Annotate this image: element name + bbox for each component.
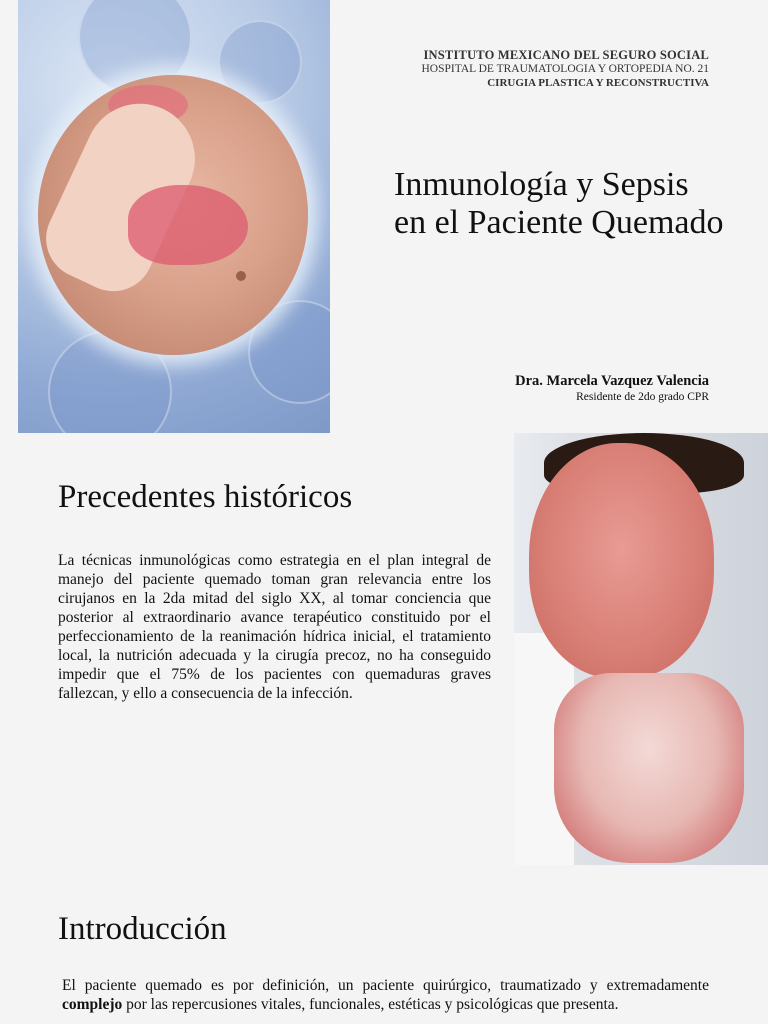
historical-section-title: Precedentes históricos bbox=[58, 479, 353, 515]
institution-name: INSTITUTO MEXICANO DEL SEGURO SOCIAL bbox=[423, 48, 709, 62]
patient-photo bbox=[514, 433, 768, 865]
author-name: Dra. Marcela Vazquez Valencia bbox=[515, 373, 709, 389]
document-title: Inmunología y Sepsis en el Paciente Quemado bbox=[394, 166, 724, 241]
historical-section-text: La técnicas inmunológicas como estrategia en el plan integral de manejo del paciente quemado toman gran relevancia entre los cirujanos en la 2da mitad del siglo XX, al tomar conciencia que posterior al extraordinario avance terapéutico constituido por el perfeccionamiento de la reanimación hídrica inicial, el tratamiento local, la nutrición adecuada y la cirugía precoz, no ha conseguido impedir que el 75% de los pacientes con quemaduras graves fallezcan, y ello a consecuencia de la infección. bbox=[58, 552, 491, 702]
introduction-section-text: El paciente quemado es por definición, un paciente quirúrgico, traumatizado y extremadamente complejo por las repercusiones vitales, funcionales, estéticas y psicológicas que presenta. bbox=[62, 977, 709, 1013]
institution-header bbox=[422, 48, 710, 90]
author-block bbox=[515, 372, 709, 404]
introduction-section-title: Introducción bbox=[58, 911, 227, 947]
cover-burn-image bbox=[18, 0, 330, 433]
burned-chest-photo bbox=[38, 75, 308, 355]
emphasis-complejo: complejo bbox=[62, 996, 123, 1013]
department-name: CIRUGIA PLASTICA Y RECONSTRUCTIVA bbox=[487, 77, 709, 89]
author-role: Residente de 2do grado CPR bbox=[576, 391, 709, 403]
hospital-name: HOSPITAL DE TRAUMATOLOGIA Y ORTOPEDIA NO. 21 bbox=[421, 63, 709, 75]
